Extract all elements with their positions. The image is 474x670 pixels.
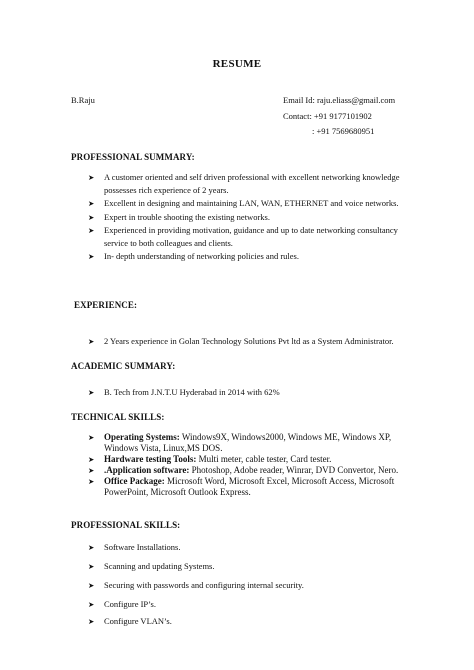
list-item: ➤ Configure VLAN’s.: [88, 616, 172, 626]
list-item: ➤ .Application software: Photoshop, Adobe reader, Winrar, DVD Convertor, Nero.: [88, 465, 399, 475]
summary-list: [88, 171, 404, 263]
technical-list: [88, 432, 404, 498]
section-heading-professional: PROFESSIONAL SKILLS:: [71, 520, 181, 530]
list-item: ➤ In- depth understanding of networking policies and rules.: [88, 250, 404, 263]
section-heading-summary: PROFESSIONAL SUMMARY:: [71, 152, 195, 162]
academic-list: [88, 386, 280, 399]
list-item: ➤ B. Tech from J.N.T.U Hyderabad in 2014 with 62%: [88, 386, 280, 399]
arrow-bullet-icon: ➤: [88, 600, 95, 609]
arrow-bullet-icon: ➤: [88, 562, 95, 571]
page-title: RESUME: [212, 58, 262, 70]
arrow-bullet-icon: ➤: [88, 173, 95, 182]
email-line: Email Id: raju.eliass@gmail.com: [283, 95, 396, 105]
arrow-bullet-icon: ➤: [88, 337, 95, 346]
section-heading-academic: ACADEMIC SUMMARY:: [71, 361, 176, 371]
phone-primary: Contact: +91 9177101902: [283, 111, 372, 121]
arrow-bullet-icon: ➤: [88, 212, 95, 222]
section-heading-experience: EXPERIENCE:: [74, 300, 138, 310]
section-heading-technical: TECHNICAL SKILLS:: [71, 412, 165, 422]
arrow-bullet-icon: ➤: [88, 581, 95, 590]
arrow-bullet-icon: ➤: [88, 466, 95, 475]
professional-list: [88, 541, 304, 628]
list-item: ➤ Securing with passwords and configuring internal security.: [88, 580, 304, 590]
arrow-bullet-icon: ➤: [88, 199, 95, 209]
arrow-bullet-icon: ➤: [88, 543, 95, 552]
list-item: ➤ Operating Systems: Windows9X, Windows2000, Windows ME, Windows XP, Windows Vista, Linux,MS DOS.: [88, 432, 392, 453]
list-item: ➤ Configure IP’s.: [88, 599, 156, 609]
arrow-bullet-icon: ➤: [88, 455, 95, 464]
list-item: ➤ A customer oriented and self driven professional with excellent networking knowledge possesses rich experience of 2 years.: [88, 172, 400, 196]
list-item: ➤ Scanning and updating Systems.: [88, 561, 215, 571]
arrow-bullet-icon: ➤: [88, 477, 95, 486]
list-item: ➤ Expert in trouble shooting the existing networks.: [88, 211, 404, 224]
list-item: ➤ Hardware testing Tools: Multi meter, cable tester, Card tester.: [88, 454, 332, 464]
list-item: ➤ Software Installations.: [88, 542, 181, 552]
experience-list: [88, 335, 394, 348]
arrow-bullet-icon: ➤: [88, 225, 95, 235]
arrow-bullet-icon: ➤: [88, 252, 95, 262]
candidate-name: B.Raju: [71, 95, 95, 105]
arrow-bullet-icon: ➤: [88, 617, 95, 626]
list-item: ➤ 2 Years experience in Golan Technology Solutions Pvt ltd as a System Administrator.: [88, 335, 394, 348]
list-item: ➤ Excellent in designing and maintaining LAN, WAN, ETHERNET and voice networks.: [88, 197, 404, 210]
list-item: ➤ Office Package: Microsoft Word, Microsoft Excel, Microsoft Access, Microsoft PowerPoint, Microsoft Outlook Express.: [88, 476, 395, 497]
arrow-bullet-icon: ➤: [88, 388, 95, 397]
phone-secondary: : +91 7569680951: [312, 126, 375, 136]
arrow-bullet-icon: ➤: [88, 433, 95, 442]
list-item: ➤ Experienced in providing motivation, guidance and up to date networking consultancy service to both colleagues and clients.: [88, 224, 398, 249]
